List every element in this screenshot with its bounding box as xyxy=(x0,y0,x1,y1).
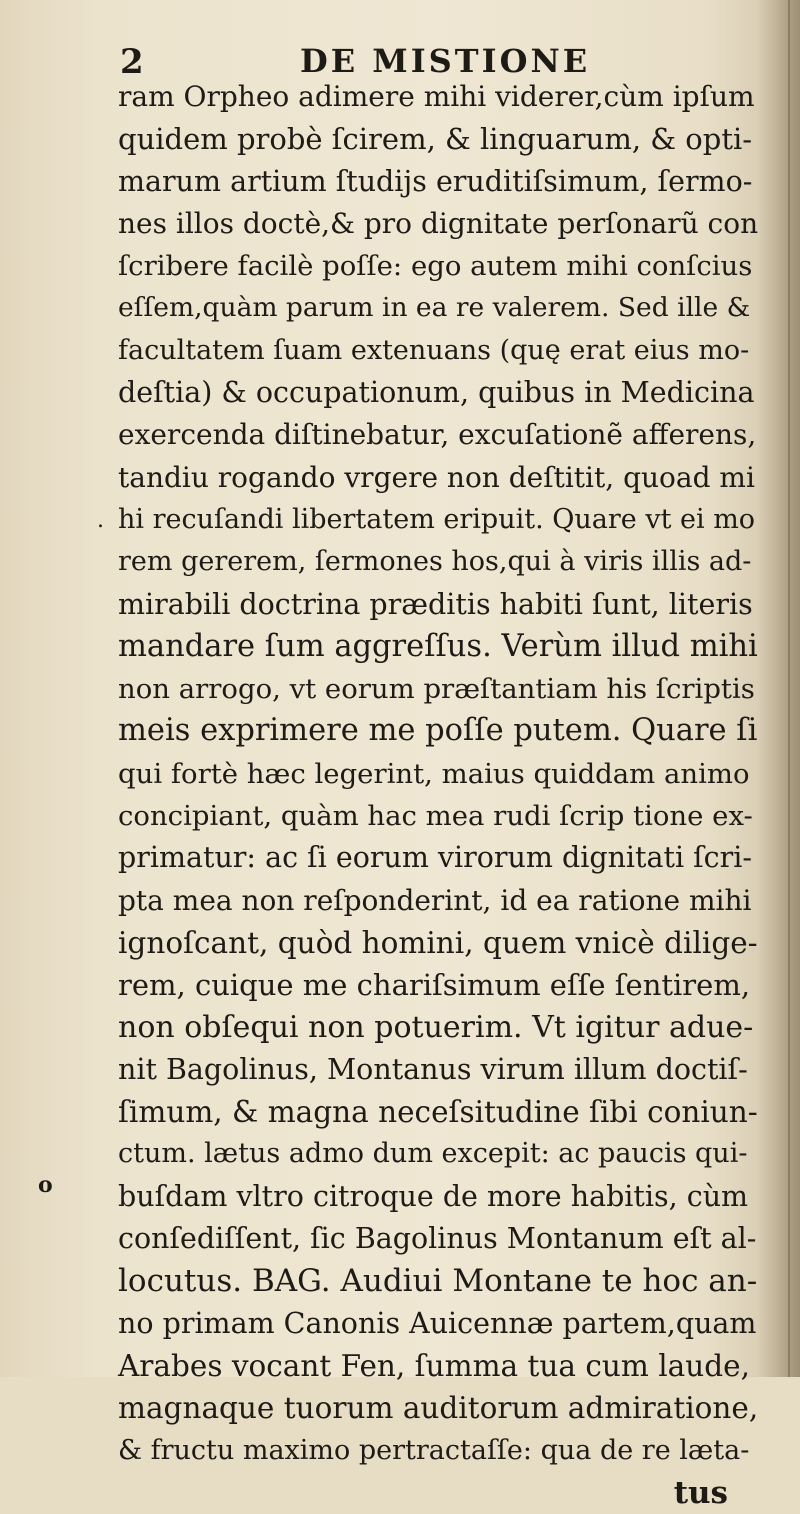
text-line: mandare ſum aggreſſus. Verùm illud mihi xyxy=(118,628,758,664)
margin-dot: . xyxy=(97,508,104,533)
text-line: ignoſcant, quòd homini, quem vnicè dilige- xyxy=(118,925,758,960)
page-gutter-shadow xyxy=(758,0,800,1377)
text-line: pta mea non reſponderint, id ea ratione mihi xyxy=(118,883,752,917)
text-line: rem gererem, ſermones hos,qui à viris illis ad- xyxy=(118,546,752,578)
text-line: locutus. BAG. Audiui Montane te hoc an- xyxy=(118,1263,758,1300)
text-line: nes illos doctè,& pro dignitate perſonarũ con xyxy=(118,206,759,240)
text-line: ſimum, & magna neceſsitudine ſibi coniun- xyxy=(118,1095,758,1130)
text-line: eſſem,quàm parum in ea re valerem. Sed ille & xyxy=(118,292,751,324)
text-line: facultatem ſuam extenuans (quę erat eius mo- xyxy=(118,334,750,366)
body-text xyxy=(118,76,758,1514)
text-line: non arrogo, vt eorum præſtantiam his ſcriptis xyxy=(118,673,755,706)
page-number: 2 xyxy=(120,42,144,82)
text-line: deſtia) & occupationum, quibus in Medicina xyxy=(118,376,755,410)
running-title: DE MISTIONE xyxy=(300,42,591,80)
text-line: qui fortè hæc legerint, maius quiddam animo xyxy=(118,757,750,790)
catchword: tus xyxy=(673,1474,728,1511)
text-line: concipiant, quàm hac mea rudi ſcrip tione ex- xyxy=(118,800,753,833)
text-line: marum artium ſtudijs eruditiſsimum, ſermo- xyxy=(118,164,753,198)
text-line: exercenda diſtinebatur, excuſationẽ afferens, xyxy=(118,418,757,452)
text-line: primatur: ac ſi eorum virorum dignitati ſcri- xyxy=(118,841,752,875)
text-line: ram Orpheo adimere mihi viderer,cùm ipſum xyxy=(118,80,755,113)
text-line: hi recuſandi libertatem eripuit. Quare vt ei mo xyxy=(118,503,756,535)
text-line: Arabes vocant Fen, ſumma tua cum laude, xyxy=(118,1348,750,1383)
text-line: & fructu maximo pertractaſſe: qua de re læta- xyxy=(118,1434,750,1466)
text-line: nit Bagolinus, Montanus virum illum doctiſ- xyxy=(118,1052,748,1086)
text-line: non obſequi non potuerim. Vt igitur adue- xyxy=(118,1009,754,1045)
text-line: meis exprimere me poſſe putem. Quare ſi xyxy=(118,713,758,749)
text-line: quidem probè ſcirem, & linguarum, & opti- xyxy=(118,122,753,157)
text-line: tandiu rogando vrgere non deſtitit, quoad mi xyxy=(118,460,755,494)
text-line: magnaque tuorum auditorum admiratione, xyxy=(118,1391,759,1426)
text-line: no primam Canonis Auicennæ partem,quam xyxy=(118,1306,757,1340)
text-line: buſdam vltro citroque de more habitis, cùm xyxy=(118,1179,749,1213)
page-edge xyxy=(788,0,790,1377)
text-line: rem, cuique me chariſsimum eſſe ſentirem, xyxy=(118,968,751,1003)
text-line: ctum. lætus admo dum excepit: ac paucis qui- xyxy=(118,1138,748,1170)
text-line: conſediſſent, ſic Bagolinus Montanum eſt al- xyxy=(118,1222,757,1256)
text-line: ſcribere facilè poſſe: ego autem mihi conſcius xyxy=(118,250,753,283)
margin-mark: o xyxy=(38,1172,53,1198)
text-line: mirabili doctrina præditis habiti ſunt, literis xyxy=(118,587,753,621)
